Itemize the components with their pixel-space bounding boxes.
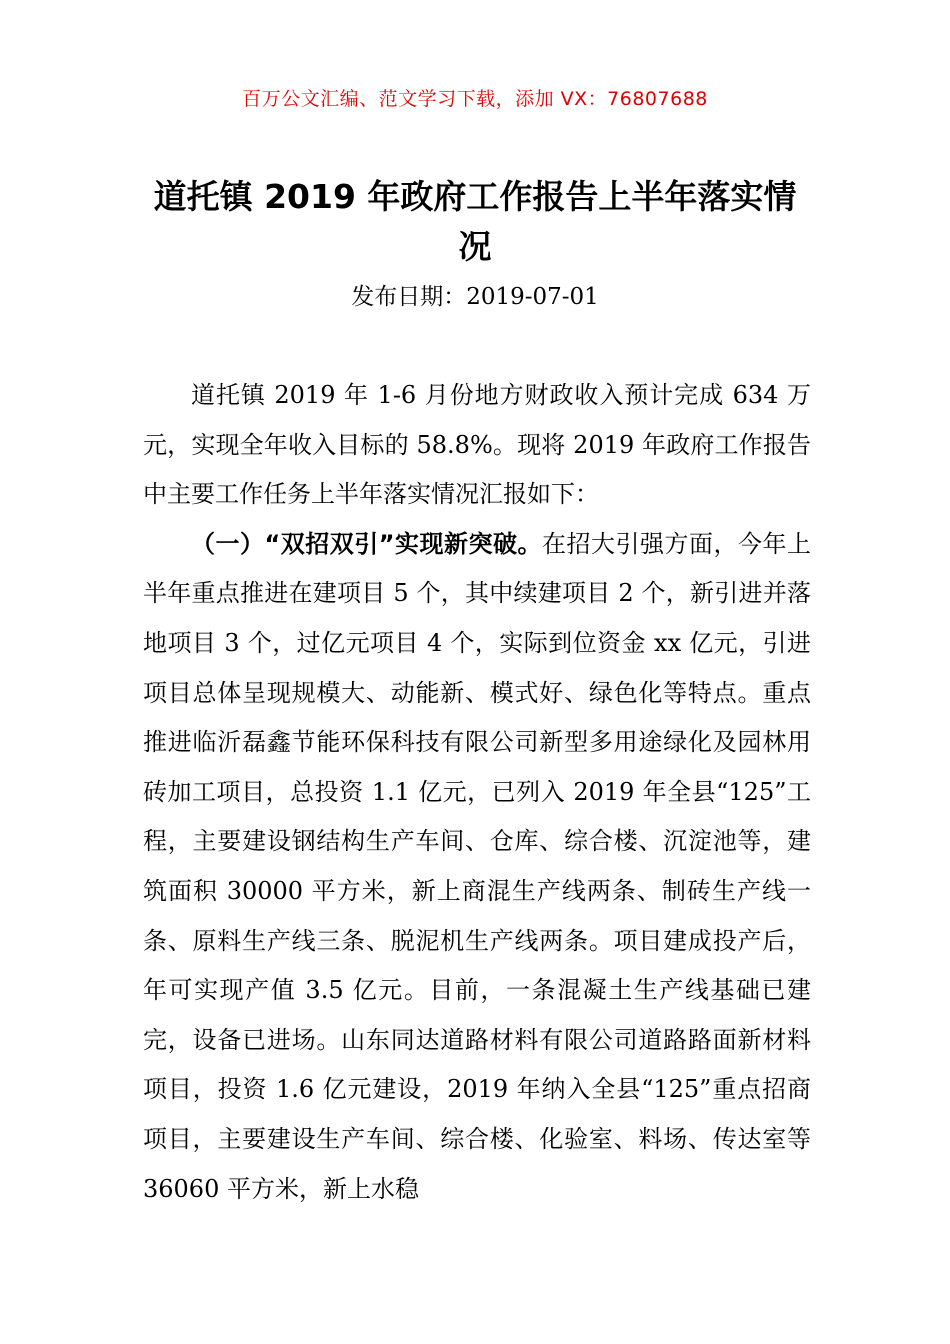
document-title: 道托镇 2019 年政府工作报告上半年落实情况 — [153, 177, 797, 266]
section-body-text: 在招大引强方面，今年上半年重点推进在建项目 5 个，其中续建项目 2 个，新引进并落地项目 3 个，过亿元项目 4 个，实际到位资金 xx 亿元，引进项目总体呈现规模大、动能新、模式好、绿色化等特点。重点推进临沂磊鑫节能环保科技有限公司新型多用途绿化及园林用砖加工项目，总投资 1.1 亿元，已列入 2019 年全县“125”工程，主要建设钢结构生产车间、仓库、综合楼、沉淀池等，建筑面积 30000 平方米，新上商混生产线两条、制砖生产线一条、原料生产线三条、脱泥机生产线两条。项目建成投产后，年可实现产值 3.5 亿元。目前，一条混凝土生产线基础已建完，设备已进场。山东同达道路材料有限公司道路路面新材料项目，投资 1.6 亿元建设，2019 年纳入全县“125”重点招商项目，主要建设生产车间、综合楼、化验室、料场、传达室等 36060 平方米，新上水稳 — [143, 529, 812, 1203]
section-heading: （一）“双招双引”实现新突破。 — [191, 529, 543, 558]
paragraph-section-1 — [143, 520, 811, 1214]
document-body — [143, 371, 811, 1214]
paragraph-intro: 道托镇 2019 年 1-6 月份地方财政收入预计完成 634 万元，实现全年收入目标的 58.8%。现将 2019 年政府工作报告中主要工作任务上半年落实情况汇报如下： — [143, 381, 811, 509]
header-watermark-note: 百万公文汇编、范文学习下载，添加 VX：76807688 — [242, 88, 708, 110]
publish-date: 发布日期：2019-07-01 — [351, 284, 599, 310]
